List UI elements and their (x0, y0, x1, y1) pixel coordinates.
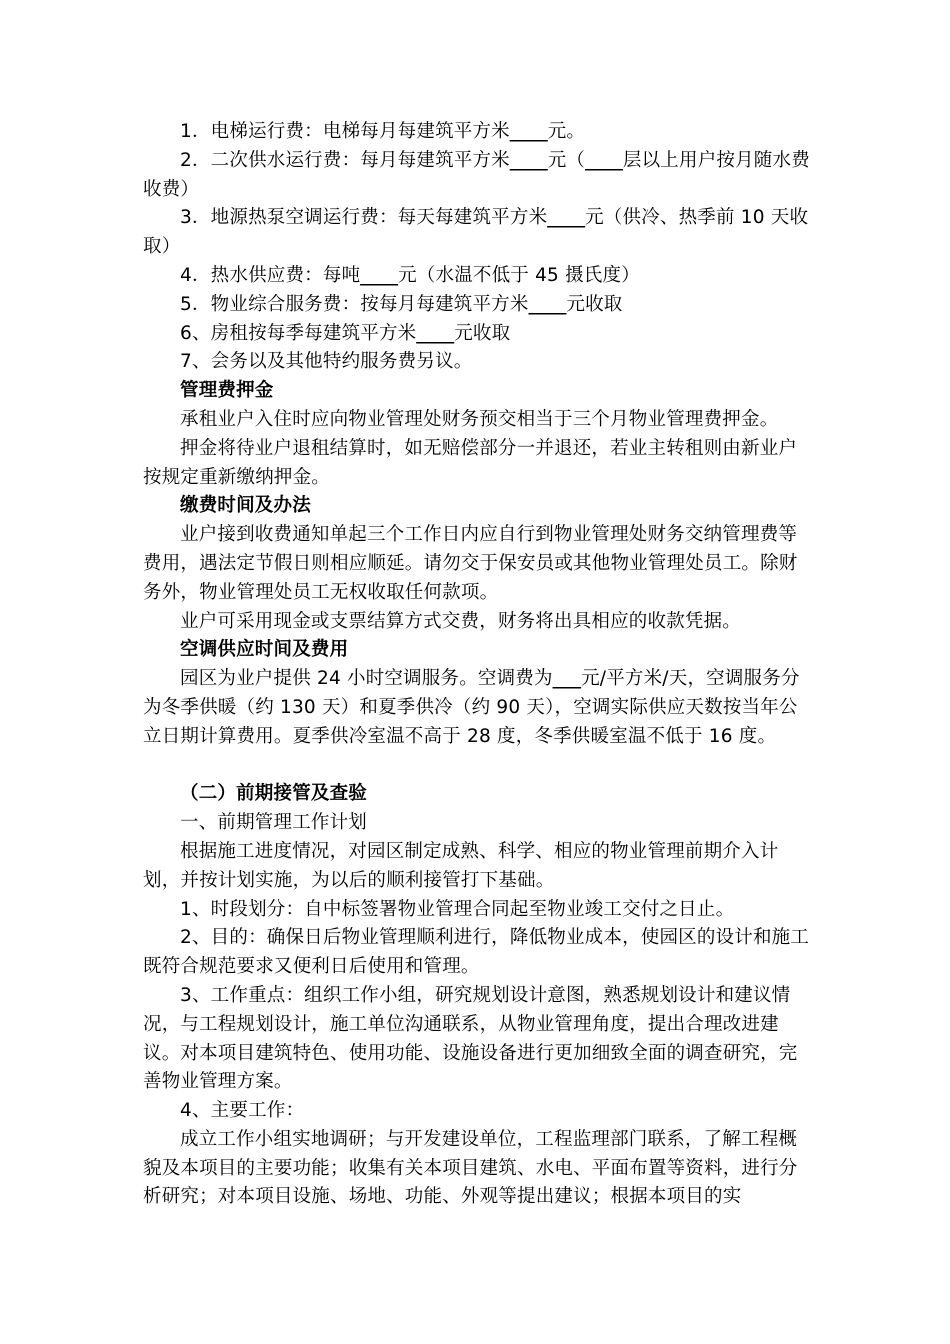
fee-item-other: 7、会务以及其他特约服务费另议。 (180, 351, 473, 373)
paragraph-spacer (143, 752, 811, 781)
fee-item-elevator: 1．电梯运行费：电梯每月每建筑平方米____元。 (180, 121, 586, 142)
body-paragraph: 根据施工进度情况，对园区制定成熟、科学、相应的物业管理前期介入计划，并按计划实施，为以后的顺利接管打下基础。 (143, 840, 779, 891)
payment-paragraph: 业户可采用现金或支票结算方式交费，财务将出具相应的收款凭据。 (180, 610, 742, 632)
body-paragraph: 成立工作小组实地调研；与开发建设单位，工程监理部门联系，了解工程概貌及本项目的主要功能；收集有关本项目建筑、水电、平面布置等资料，进行分析研究；对本项目设施、场地、功能、外观等提出建议；根据本项目的实 (143, 1128, 798, 1208)
deposit-paragraph: 押金将待业户退租结算时，如无赔偿部分一并退还，若业主转租则由新业户按规定重新缴纳押金。 (143, 437, 798, 488)
blank-field: ____ (509, 149, 548, 171)
aircon-heading: 空调供应时间及费用 (180, 639, 349, 661)
body-paragraph: 3、工作重点：组织工作小组，研究规划设计意图，熟悉规划设计和建议情况，与工程规划设计，施工单位沟通联系，从物业管理角度，提出合理改进建议。对本项目建筑特色、使用功能、设施设备进行更加细致全面的调查研究，完善物业管理方案。 (143, 984, 798, 1093)
blank-field: ____ (585, 149, 623, 171)
fee-item-heat-pump: 3．地源热泵空调运行费：每天每建筑平方米____元（供冷、热季前 10 天收取） (143, 207, 809, 258)
body-paragraph: 4、主要工作： (180, 1100, 305, 1122)
blank-field: ____ (509, 121, 548, 142)
section-title: （二）前期接管及查验 (180, 783, 368, 805)
payment-heading: 缴费时间及办法 (180, 495, 311, 517)
fee-item-hot-water: 4．热水供应费：每吨____元（水温不低于 45 摄氏度） (180, 264, 640, 286)
blank-field: ____ (416, 322, 455, 344)
blank-field: ____ (528, 293, 567, 315)
body-paragraph: 2、目的：确保日后物业管理顺利进行，降低物业成本，使园区的设计和施工既符合规范要求又便利日后使用和管理。 (143, 927, 810, 978)
section-subtitle: 一、前期管理工作计划 (180, 812, 368, 834)
blank-field: ____ (547, 207, 586, 229)
fee-item-water-supply: 2．二次供水运行费：每月每建筑平方米____元（____层以上用户按月随水费收费） (143, 149, 810, 200)
body-paragraph: 1、时段划分：自中标签署物业管理合同起至物业竣工交付之日止。 (180, 898, 735, 920)
deposit-paragraph: 承租业户入住时应向物业管理处财务预交相当于三个月物业管理费押金。 (180, 408, 779, 430)
payment-paragraph: 业户接到收费通知单起三个工作日内应自行到物业管理处财务交纳管理费等费用，遇法定节假日则相应顺延。请勿交于保安员或其他物业管理处员工。除财务外，物业管理处员工无权收取任何款项。 (143, 524, 798, 603)
fee-item-rent: 6、房租按每季每建筑平方米____元收取 (180, 322, 511, 344)
deposit-heading: 管理费押金 (180, 380, 274, 402)
aircon-paragraph: 园区为业户提供 24 小时空调服务。空调费为___元/平方米/天，空调服务分为冬季供暖（约 130 天）和夏季供冷（约 90 天），空调实际供应天数按当年公立日期计算费用。夏季供冷室温不高于 28 度，冬季供暖室温不低于 16 度。 (143, 668, 800, 747)
blank-field: ____ (360, 264, 399, 286)
document-body (143, 118, 811, 1212)
fee-item-property-service: 5．物业综合服务费：按每月每建筑平方米____元收取 (180, 293, 623, 315)
blank-field: ___ (552, 668, 582, 690)
